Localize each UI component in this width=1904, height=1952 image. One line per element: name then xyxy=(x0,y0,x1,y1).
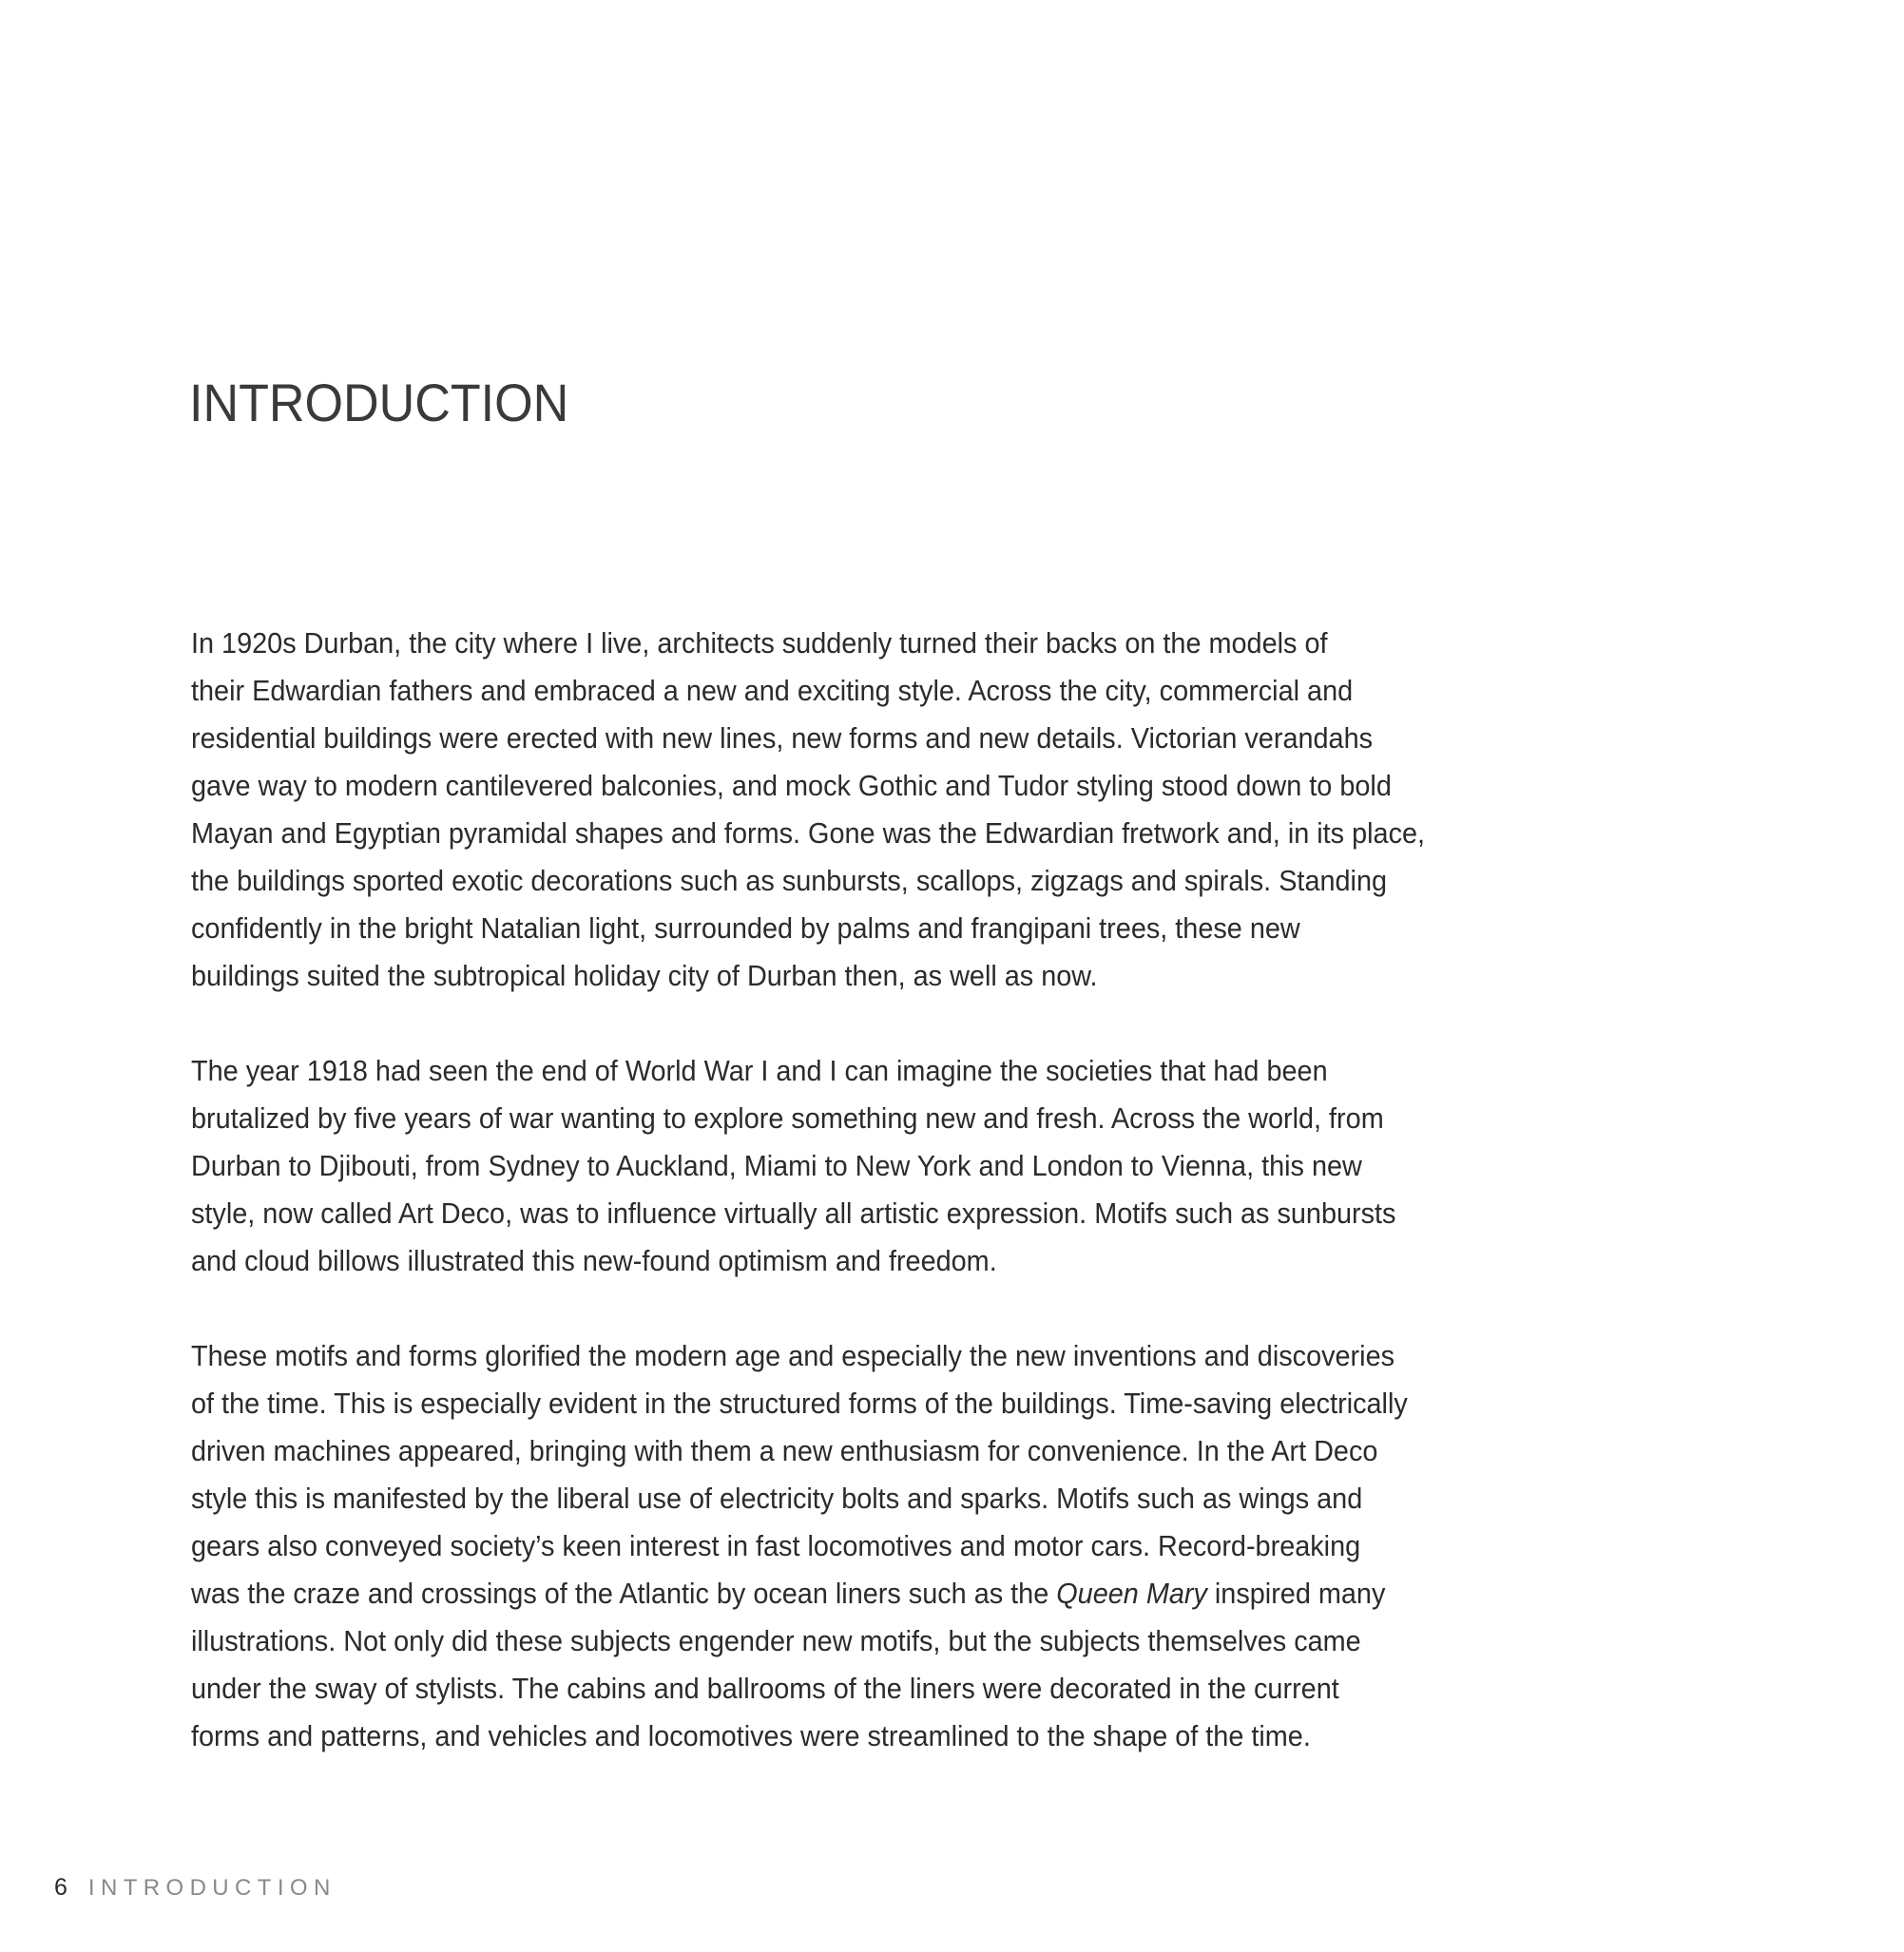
text-line: buildings suited the subtropical holiday city of Durban then, as well as now. xyxy=(191,959,1098,992)
paragraph-2 xyxy=(191,1047,1674,1285)
chapter-title: INTRODUCTION xyxy=(189,373,569,432)
text-line: These motifs and forms glorified the modern age and especially the new inventions and discoveries xyxy=(191,1339,1395,1372)
text-line-with-italic xyxy=(191,1570,1570,1617)
running-head: INTRODUCTION xyxy=(87,1875,337,1901)
text-line: Mayan and Egyptian pyramidal shapes and forms. Gone was the Edwardian fretwork and, in its place, xyxy=(191,816,1426,850)
text-line: style this is manifested by the liberal use of electricity bolts and sparks. Motifs such as wings and xyxy=(191,1482,1363,1515)
page-footer xyxy=(54,1874,337,1904)
text-line: illustrations. Not only did these subjects engender new motifs, but the subjects themselves came xyxy=(191,1624,1361,1657)
text-line: gave way to modern cantilevered balconies, and mock Gothic and Tudor styling stood down to bold xyxy=(191,769,1392,802)
ship-name-italic: Queen Mary xyxy=(1056,1577,1207,1610)
text-line: driven machines appeared, bringing with them a new enthusiasm for convenience. In the Art Deco xyxy=(191,1434,1378,1467)
body-text xyxy=(191,620,1674,1808)
text-line: their Edwardian fathers and embraced a new and exciting style. Across the city, commercial and xyxy=(191,674,1354,707)
text-line: Durban to Djibouti, from Sydney to Auckland, Miami to New York and London to Vienna, this new xyxy=(191,1149,1362,1182)
text-line: forms and patterns, and vehicles and locomotives were streamlined to the shape of the time. xyxy=(191,1719,1311,1752)
text-run: inspired many xyxy=(1206,1577,1386,1610)
text-line: The year 1918 had seen the end of World War I and I can imagine the societies that had been xyxy=(191,1054,1328,1087)
paragraph-3 xyxy=(191,1332,1674,1760)
paragraph-1 xyxy=(191,620,1674,1000)
text-line: gears also conveyed society’s keen interest in fast locomotives and motor cars. Record-breaking xyxy=(191,1529,1361,1562)
page-number: 6 xyxy=(54,1874,67,1901)
text-line: brutalized by five years of war wanting to explore something new and fresh. Across the world, from xyxy=(191,1101,1384,1135)
text-line: style, now called Art Deco, was to influence virtually all artistic expression. Motifs such as sunbursts xyxy=(191,1196,1396,1230)
text-line: residential buildings were erected with new lines, new forms and new details. Victorian verandahs xyxy=(191,721,1374,755)
text-run: was the craze and crossings of the Atlantic by ocean liners such as the xyxy=(191,1577,1057,1610)
text-line: In 1920s Durban, the city where I live, architects suddenly turned their backs on the models of xyxy=(191,626,1328,660)
text-line: confidently in the bright Natalian light, surrounded by palms and frangipani trees, these new xyxy=(191,911,1300,945)
text-line: and cloud billows illustrated this new-found optimism and freedom. xyxy=(191,1244,997,1277)
text-line: under the sway of stylists. The cabins and ballrooms of the liners were decorated in the current xyxy=(191,1672,1339,1705)
text-line: the buildings sported exotic decorations such as sunbursts, scallops, zigzags and spirals. Standing xyxy=(191,864,1388,897)
text-line: of the time. This is especially evident in the structured forms of the buildings. Time-saving electrically xyxy=(191,1387,1408,1420)
